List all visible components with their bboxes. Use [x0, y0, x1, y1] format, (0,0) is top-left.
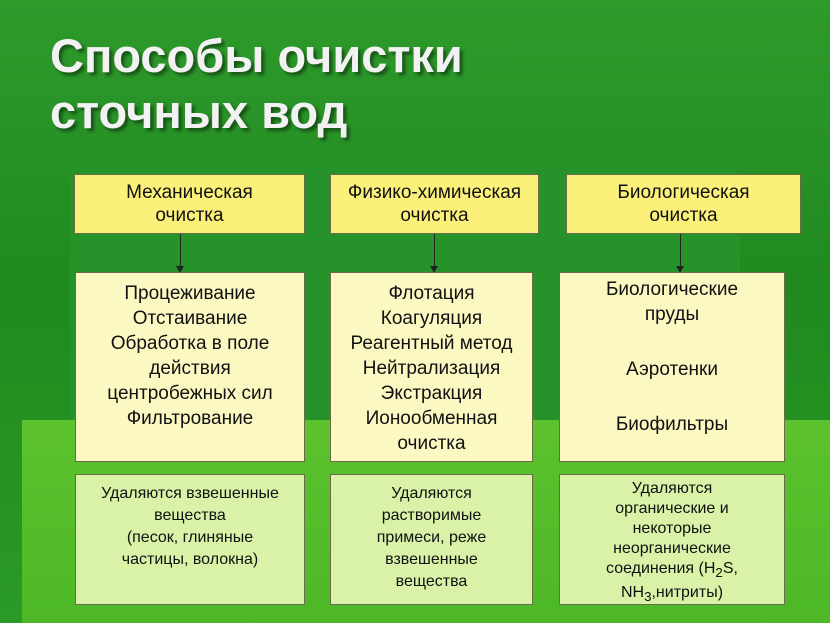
header-mechanical — [74, 174, 305, 234]
arrow-biological — [680, 234, 681, 267]
subscript: 3 — [644, 589, 652, 605]
result-line-formula-1: соединения ($H_2S$, — [606, 560, 738, 581]
header-biological — [566, 174, 801, 234]
spacer — [606, 382, 738, 412]
result-line: Удаляются взвешенные — [101, 485, 279, 502]
title-line-2: сточных вод — [50, 85, 348, 138]
method-item: центробежных сил — [107, 383, 273, 404]
method-item: Фильтрование — [126, 408, 254, 429]
result-line: взвешенные — [385, 551, 478, 568]
method-item: Процеживание — [124, 283, 256, 304]
method-item: Экстракция — [380, 383, 483, 404]
result-line: неорганические — [613, 540, 731, 557]
header-biological-line-2: очистка — [649, 205, 718, 226]
result-line: некоторые — [632, 520, 712, 537]
spacer — [606, 327, 738, 357]
methods-biological — [559, 272, 785, 462]
method-item: Нейтрализация — [362, 358, 501, 379]
method-item: Биофильтры — [615, 414, 729, 435]
result-biological — [559, 474, 785, 605]
result-line: вещества — [154, 507, 226, 524]
header-physchem-line-1: Физико-химическая — [347, 182, 522, 203]
result-mechanical — [75, 474, 305, 605]
method-item: Биологические — [605, 279, 739, 300]
methods-mechanical — [75, 272, 305, 462]
result-line: органические и — [615, 500, 729, 517]
page-title — [50, 28, 750, 140]
method-item: Обработка в поле — [110, 333, 270, 354]
result-line: Удаляются — [391, 485, 472, 502]
title-line-1: Способы очистки — [50, 29, 463, 82]
result-line: примеси, реже — [376, 529, 487, 546]
subscript: 2 — [715, 565, 723, 581]
result-line-formula-2: $NH_3,нитриты$) — [620, 584, 724, 605]
method-item: Флотация — [388, 283, 475, 304]
result-line: растворимые — [381, 507, 482, 524]
result-line: частицы, волокна) — [121, 551, 259, 568]
arrow-mechanical — [180, 234, 181, 267]
method-item: Ионообменная — [365, 408, 498, 429]
result-line: Удаляются — [631, 480, 713, 497]
method-item: Коагуляция — [380, 308, 483, 329]
method-item: Отстаивание — [132, 308, 248, 329]
result-line: вещества — [395, 573, 468, 590]
method-item: пруды — [644, 304, 700, 325]
header-mechanical-line-1: Механическая — [126, 182, 253, 203]
methods-physchem — [330, 272, 533, 462]
method-item: очистка — [397, 433, 466, 454]
header-biological-line-1: Биологическая — [617, 182, 750, 203]
result-physchem — [330, 474, 533, 605]
method-item: Аэротенки — [626, 359, 718, 380]
header-mechanical-line-2: очистка — [155, 205, 224, 226]
arrow-physchem — [434, 234, 435, 267]
method-item: действия — [149, 358, 231, 379]
header-physchem-line-2: очистка — [400, 205, 469, 226]
result-line: (песок, глиняные — [126, 529, 254, 546]
method-item: Реагентный метод — [350, 333, 513, 354]
header-physchem — [330, 174, 539, 234]
